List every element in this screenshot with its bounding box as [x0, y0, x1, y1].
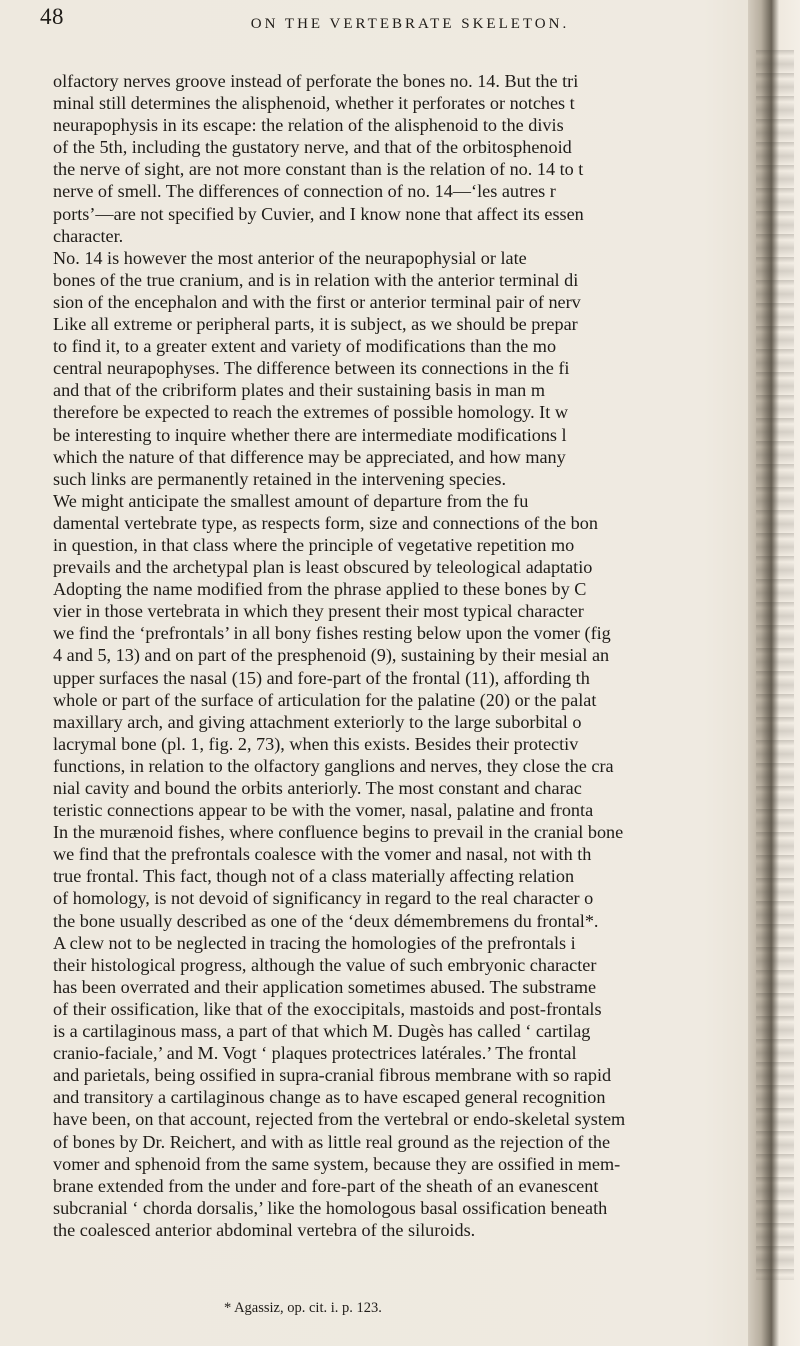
- text-line: therefore be expected to reach the extremes of possible homology. It w: [53, 402, 568, 423]
- text-line: subcranial ‘ chorda dorsalis,’ like the homologous basal ossification beneath: [53, 1197, 608, 1218]
- text-line: nerve of smell. The differences of connection of no. 14—‘les autres r: [53, 181, 556, 202]
- text-line: neurapophysis in its escape: the relation of the alisphenoid to the divis: [53, 115, 564, 136]
- page-gutter-shadow: [748, 0, 800, 1346]
- text-line: and parietals, being ossified in supra-cranial fibrous membrane with so rapid: [53, 1065, 612, 1086]
- text-line: 4 and 5, 13) and on part of the presphenoid (9), sustaining by their mesial an: [53, 645, 610, 666]
- text-line: prevails and the archetypal plan is least obscured by teleological adaptatio: [53, 557, 593, 578]
- running-title: ON THE VERTEBRATE SKELETON.: [250, 16, 570, 32]
- text-line: true frontal. This fact, though not of a class materially affecting relation: [53, 866, 575, 887]
- text-line: such links are permanently retained in the intervening species.: [53, 468, 507, 489]
- footnote: * Agassiz, op. cit. i. p. 123.: [224, 1300, 382, 1316]
- text-line: is a cartilaginous mass, a part of that which M. Dugès has called ‘ cartilag: [53, 1021, 591, 1042]
- text-line: the nerve of sight, are not more constant than is the relation of no. 14 to t: [53, 159, 584, 180]
- text-line: We might anticipate the smallest amount of departure from the fu: [53, 490, 529, 511]
- text-line: Adopting the name modified from the phrase applied to these bones by C: [53, 579, 587, 600]
- text-line: the bone usually described as one of the ‘deux démembremens du frontal*.: [53, 910, 599, 931]
- text-line: damental vertebrate type, as respects form, size and connections of the bon: [53, 512, 598, 533]
- text-line: of homology, is not devoid of significancy in regard to the real character o: [53, 888, 594, 909]
- page-number: 48: [40, 4, 64, 29]
- text-line: No. 14 is however the most anterior of the neurapophysial or late: [53, 247, 527, 268]
- text-line: olfactory nerves groove instead of perforate the bones no. 14. But the tri: [53, 71, 579, 91]
- text-line: of bones by Dr. Reichert, and with as little real ground as the rejection of the: [53, 1131, 611, 1152]
- text-line: central neurapophyses. The difference between its connections in the fi: [53, 358, 570, 379]
- text-line: teristic connections appear to be with the vomer, nasal, palatine and fronta: [53, 800, 594, 821]
- text-line: we find that the prefrontals coalesce with the vomer and nasal, not with th: [53, 844, 592, 865]
- text-line: sion of the encephalon and with the first or anterior terminal pair of nerv: [53, 291, 581, 312]
- text-line: functions, in relation to the olfactory ganglions and nerves, they close the cra: [53, 755, 614, 776]
- text-line: lacrymal bone (pl. 1, fig. 2, 73), when this exists. Besides their protectiv: [53, 733, 579, 754]
- text-line: of their ossification, like that of the exoccipitals, mastoids and post-frontals: [53, 998, 602, 1019]
- text-line: the coalesced anterior abdominal vertebra of the siluroids.: [53, 1219, 476, 1240]
- text-line: we find the ‘prefrontals’ in all bony fishes resting below upon the vomer (fig: [53, 623, 611, 644]
- text-line: bones of the true cranium, and is in relation with the anterior terminal di: [53, 269, 579, 290]
- text-line: have been, on that account, rejected from the vertebral or endo-skeletal system: [53, 1109, 626, 1130]
- text-line: and transitory a cartilaginous change as to have escaped general recognition: [53, 1087, 606, 1108]
- text-line: which the nature of that difference may be appreciated, and how many: [53, 446, 566, 467]
- text-line: whole or part of the surface of articulation for the palatine (20) or the palat: [53, 689, 597, 710]
- text-line: nial cavity and bound the orbits anteriorly. The most constant and charac: [53, 778, 582, 798]
- text-line: in question, in that class where the principle of vegetative repetition mo: [53, 534, 575, 555]
- text-line: minal still determines the alisphenoid, whether it perforates or notches t: [53, 93, 575, 114]
- text-line: Like all extreme or peripheral parts, it is subject, as we should be prepar: [53, 314, 578, 335]
- text-line: In the murænoid fishes, where confluence begins to prevail in the cranial bone: [53, 822, 624, 843]
- text-line: brane extended from the under and fore-part of the sheath of an evanescent: [53, 1175, 599, 1196]
- text-line: their histological progress, although the value of such embryonic character: [53, 954, 597, 975]
- text-line: vier in those vertebrata in which they present their most typical character: [53, 601, 584, 622]
- text-line: A clew not to be neglected in tracing the homologies of the prefrontals i: [53, 932, 576, 953]
- text-line: and that of the cribriform plates and their sustaining basis in man m: [53, 380, 545, 401]
- bleed-through-text: [756, 50, 794, 1280]
- text-line: vomer and sphenoid from the same system, because they are ossified in mem-: [53, 1153, 621, 1174]
- text-line: to find it, to a greater extent and variety of modifications than the mo: [53, 336, 557, 357]
- text-line: has been overrated and their application sometimes abused. The substrame: [53, 976, 597, 997]
- text-line: of the 5th, including the gustatory nerve, and that of the orbitosphenoid: [53, 137, 572, 158]
- text-line: be interesting to inquire whether there are intermediate modifications l: [53, 424, 567, 445]
- body-text: [53, 70, 748, 1241]
- text-line: character.: [53, 225, 124, 246]
- text-line: ports’—are not specified by Cuvier, and I know none that affect its essen: [53, 203, 584, 224]
- text-line: upper surfaces the nasal (15) and fore-part of the frontal (11), affording th: [53, 667, 590, 688]
- text-line: cranio-faciale,’ and M. Vogt ‘ plaques protectrices latérales.’ The frontal: [53, 1043, 577, 1064]
- text-line: maxillary arch, and giving attachment exteriorly to the large suborbital o: [53, 711, 582, 732]
